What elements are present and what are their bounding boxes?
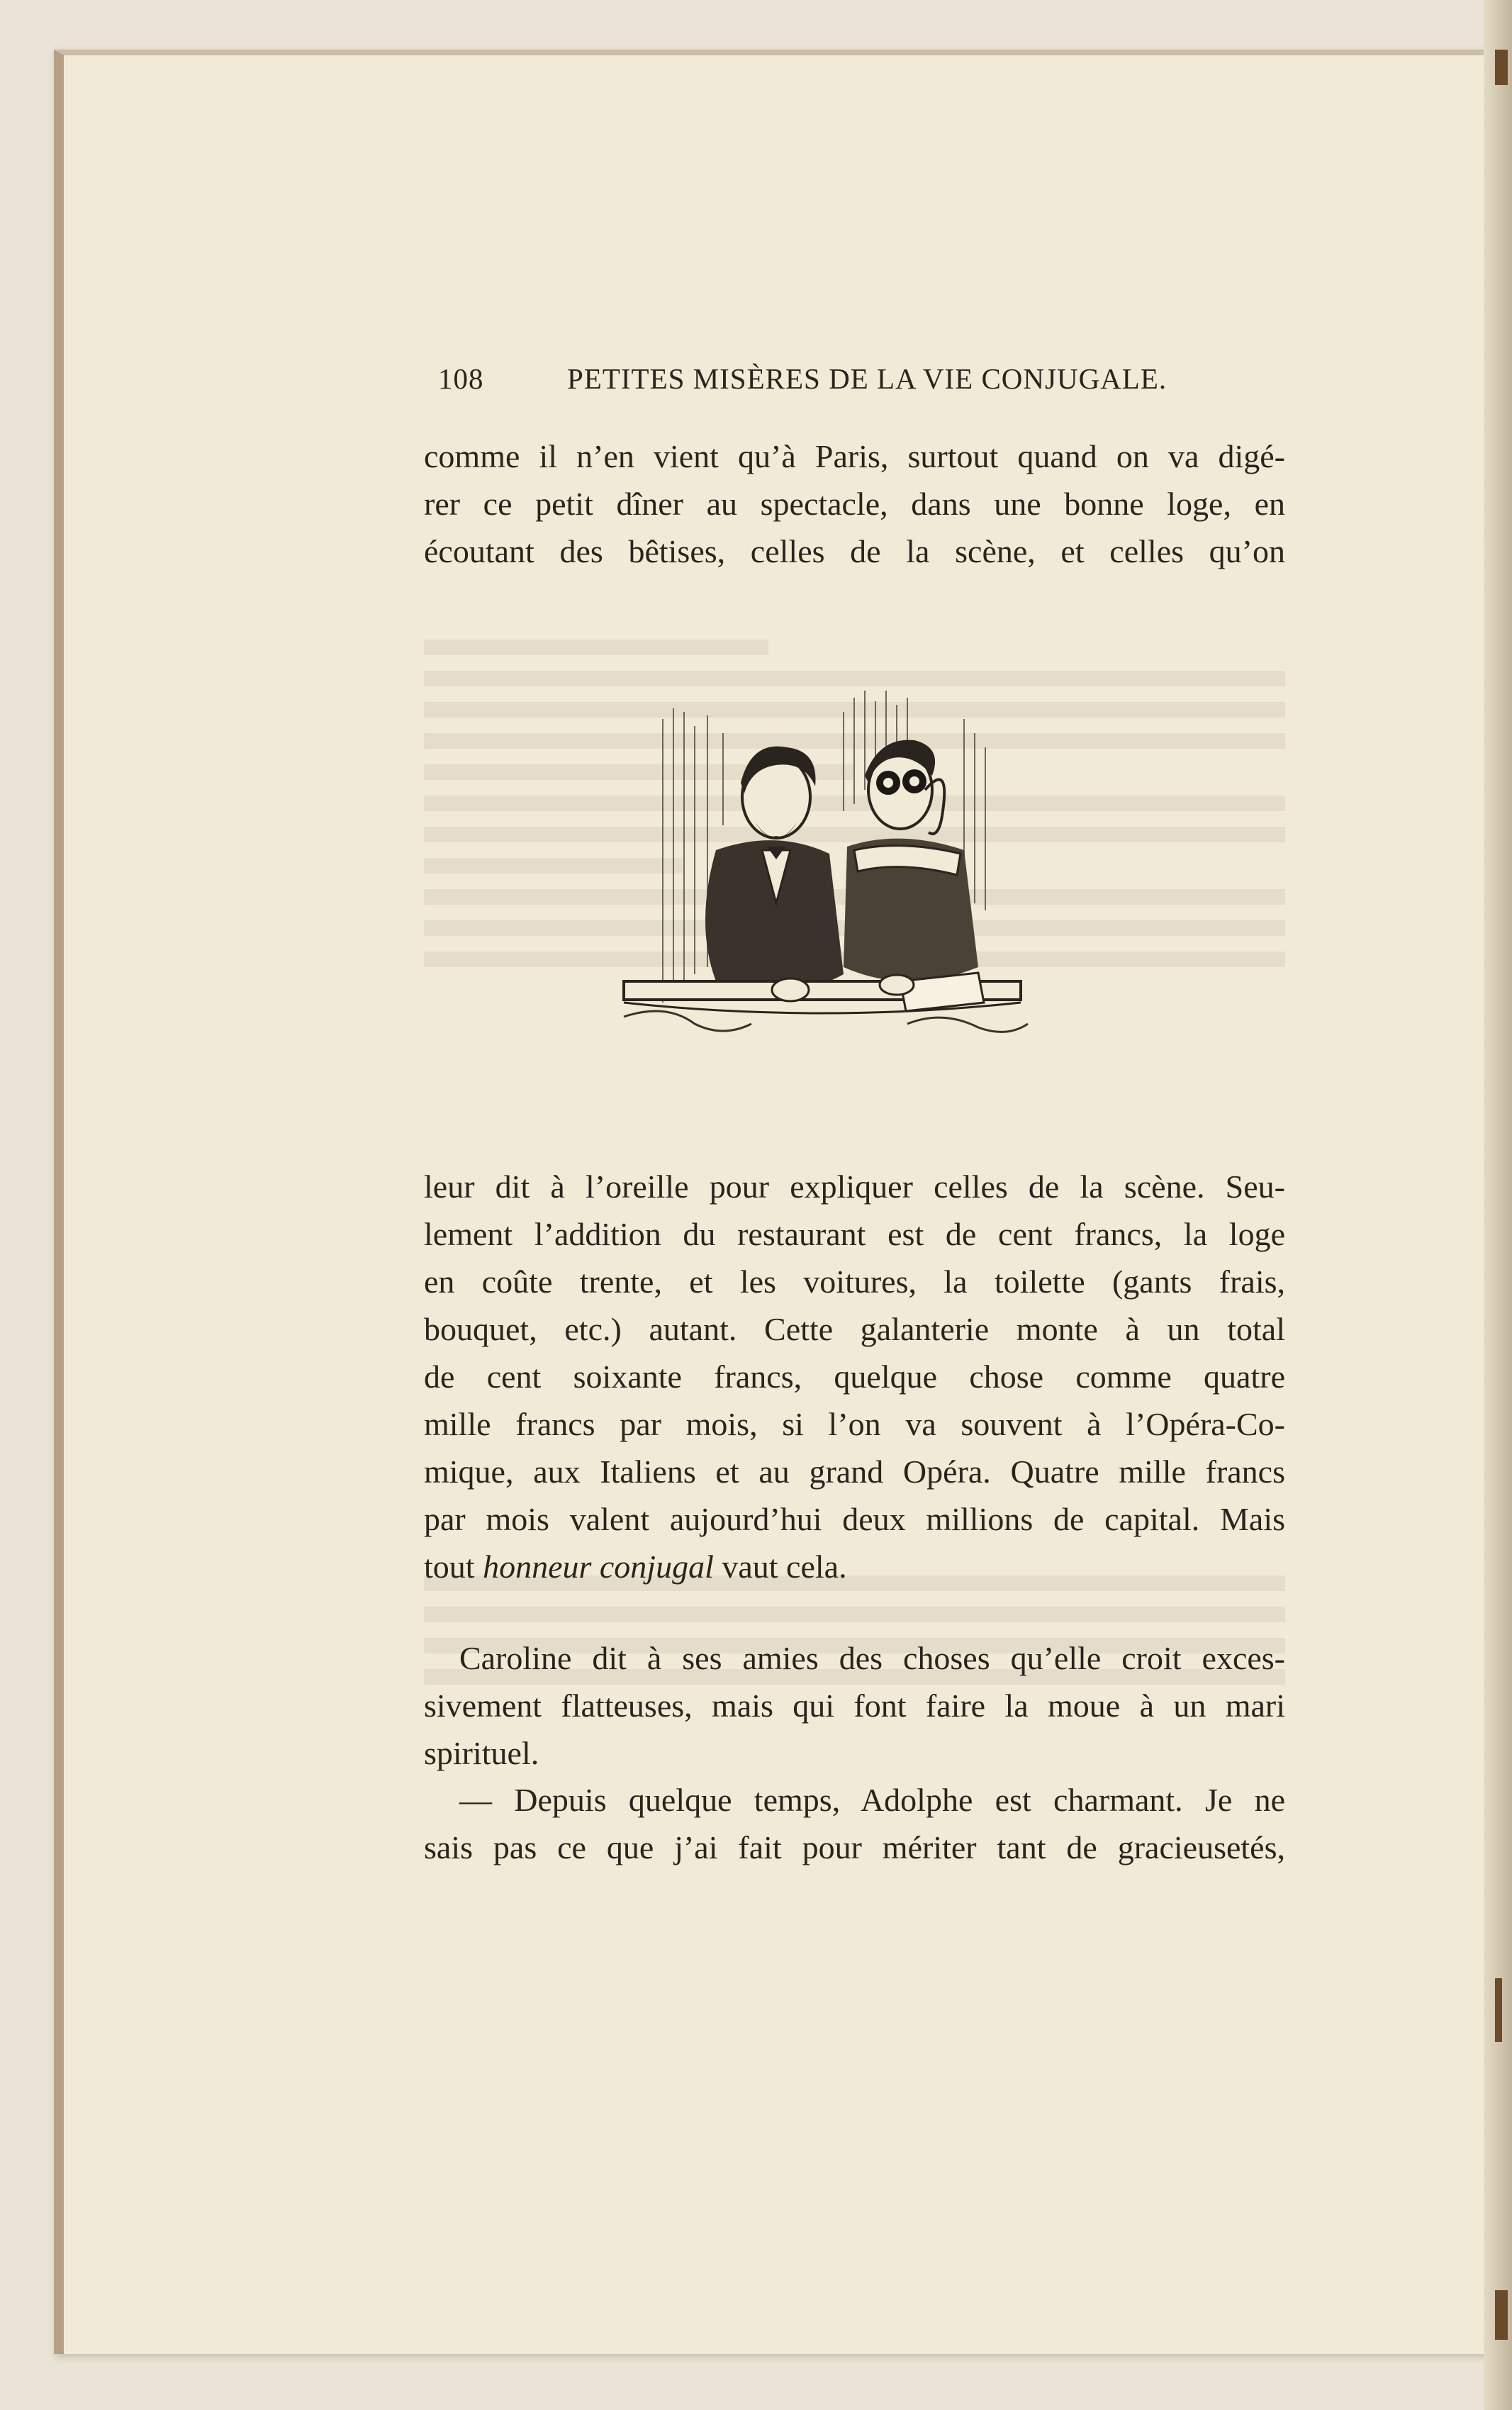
engraving-illustration	[610, 669, 1035, 1073]
text-line: en coûte trente, et les voitures, la toilette (gants frais,	[424, 1263, 1285, 1300]
text-line: comme il n’en vient qu’à Paris, surtout quand on va digé-	[424, 438, 1285, 474]
paragraph-2	[424, 1163, 1285, 1590]
page-edge	[1484, 0, 1512, 2410]
text-line: par mois valent aujourd’hui deux millions de capital. Mais	[424, 1501, 1285, 1537]
text-line: rer ce petit dîner au spectacle, dans une bonne loge, en	[424, 486, 1285, 522]
text-line: Caroline dit à ses amies des choses qu’elle croit exces-	[459, 1640, 1285, 1676]
text-line: lement l’addition du restaurant est de cent francs, la loge	[424, 1216, 1285, 1252]
text-line: mique, aux Italiens et au grand Opéra. Quatre mille francs	[424, 1454, 1285, 1490]
paragraph-4	[424, 1776, 1285, 1871]
text-fragment: tout	[424, 1549, 483, 1585]
text-line: spirituel.	[424, 1735, 539, 1771]
text-line: mille francs par mois, si l’on va souvent à l’Opéra-Co-	[424, 1406, 1285, 1442]
binding-mark-top	[1495, 50, 1508, 85]
paragraph-3	[424, 1634, 1285, 1777]
text-line: sivement flatteuses, mais qui font faire la moue à un mari	[424, 1687, 1285, 1724]
page-header	[438, 362, 1289, 404]
text-line: écoutant des bêtises, celles de la scène, et celles qu’on	[424, 533, 1285, 569]
text-line: leur dit à l’oreille pour expliquer celles de la scène. Seu-	[424, 1168, 1285, 1205]
paragraph-1	[424, 433, 1285, 575]
binding-mark-middle	[1495, 1978, 1502, 2042]
running-title: PETITES MISÈRES DE LA VIE CONJUGALE.	[567, 362, 1167, 395]
binding-mark-bottom	[1495, 2290, 1508, 2340]
text-line-last	[424, 1543, 1285, 1590]
page-number: 108	[438, 362, 484, 395]
emphasis-text: honneur conjugal	[483, 1549, 714, 1585]
text-fragment: vaut cela.	[713, 1549, 847, 1585]
text-line: — Depuis quelque temps, Adolphe est charmant. Je ne	[459, 1782, 1285, 1818]
text-line: bouquet, etc.) autant. Cette galanterie monte à un total	[424, 1311, 1285, 1347]
text-line: sais pas ce que j’ai fait pour mériter tant de gracieusetés,	[424, 1829, 1285, 1865]
couple-in-theatre-box-icon	[610, 669, 1035, 1073]
text-line: de cent soixante francs, quelque chose comme quatre	[424, 1359, 1285, 1395]
